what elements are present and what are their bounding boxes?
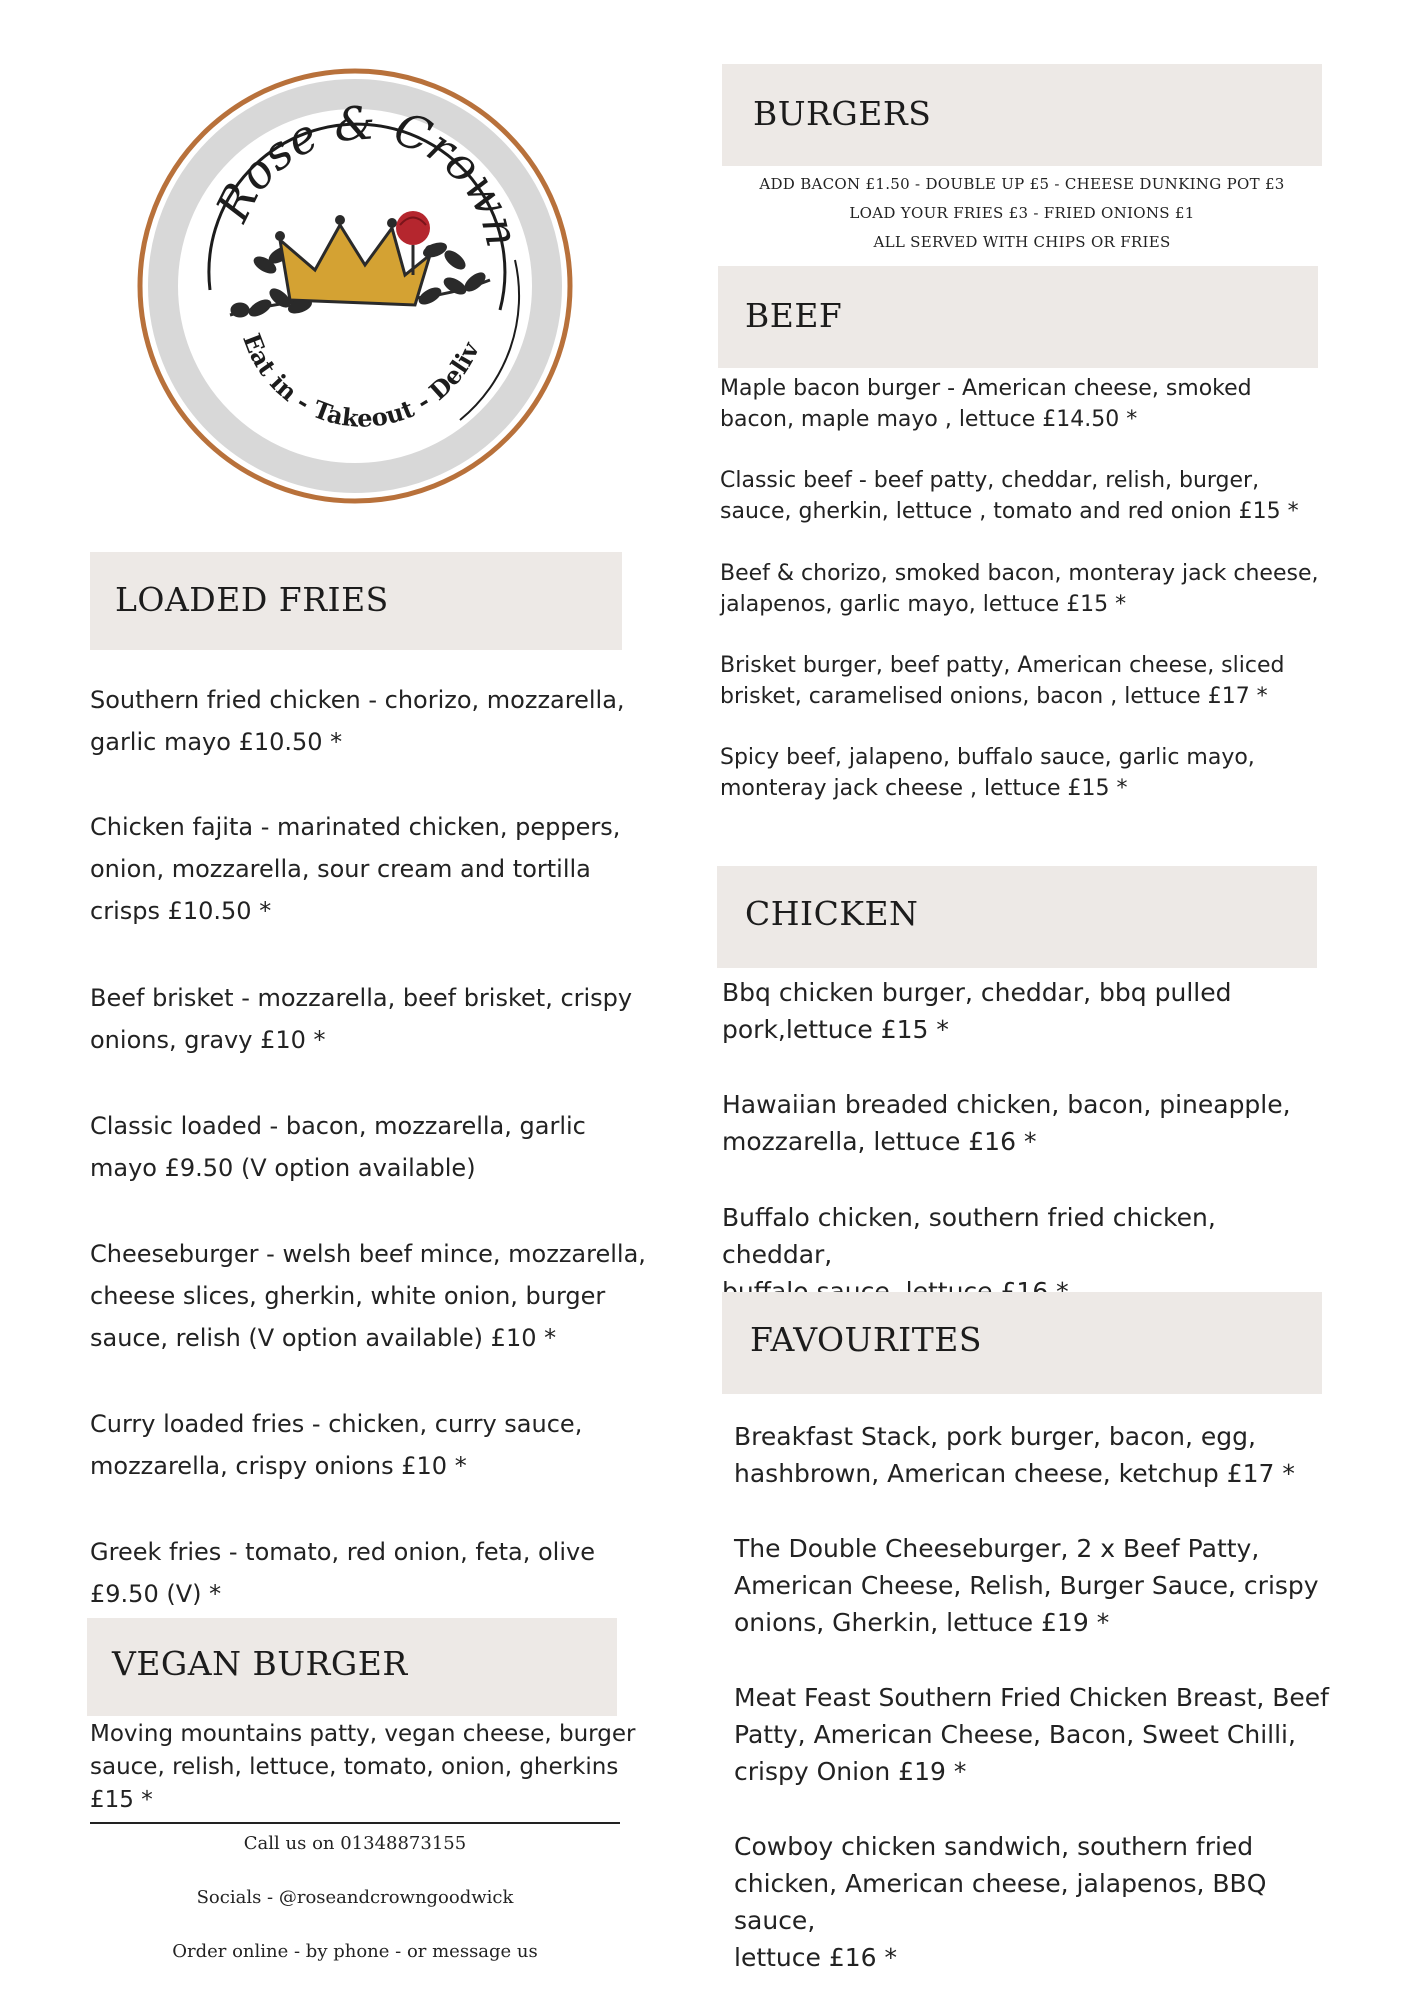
menu-item-line: Bbq chicken burger, cheddar, bbq pulled: [722, 978, 1232, 1007]
menu-item: [720, 373, 1320, 435]
menu-item-line: Greek fries - tomato, red onion, feta, olive: [90, 1538, 595, 1566]
menu-item-line: Hawaiian breaded chicken, bacon, pineapple,: [722, 1090, 1291, 1119]
menu-item: [734, 1418, 1334, 1492]
beef-title: BEEF: [745, 296, 843, 335]
footer-socials: Socials - @roseandcrowngoodwick: [196, 1887, 514, 1908]
menu-item: [734, 1679, 1334, 1790]
menu-item-line: Spicy beef, jalapeno, buffalo sauce, garlic mayo,: [720, 745, 1255, 770]
menu-item: [720, 742, 1320, 804]
menu-item-line: chicken, American cheese, jalapenos, BBQ sauce,: [734, 1869, 1267, 1935]
favourites-title: FAVOURITES: [750, 1320, 982, 1359]
menu-item-line: mozzarella, crispy onions £10 *: [90, 1452, 467, 1480]
menu-item-line: Chicken fajita - marinated chicken, peppers,: [90, 813, 621, 841]
menu-item: [722, 974, 1322, 1048]
menu-item: [90, 1105, 650, 1189]
logo-name-text: Rose & Crown: [205, 95, 531, 252]
menu-item-line: onion, mozzarella, sour cream and tortilla: [90, 855, 591, 883]
menu-item-line: Classic beef - beef patty, cheddar, relish, burger,: [720, 468, 1260, 493]
menu-item: [90, 1531, 650, 1615]
menu-item-line: bacon, maple mayo , lettuce £14.50 *: [720, 407, 1138, 432]
menu-item: [90, 1233, 650, 1359]
burgers-note: ADD BACON £1.50 - DOUBLE UP £5 - CHEESE DUNKING POT £3: [759, 175, 1285, 193]
menu-item-line: sauce, gherkin, lettuce , tomato and red onion £15 *: [720, 499, 1299, 524]
menu-item-line: Classic loaded - bacon, mozzarella, garlic: [90, 1112, 586, 1140]
rose-and-crown-logo-graphic: [130, 60, 580, 510]
vegan-burger-title: VEGAN BURGER: [112, 1644, 408, 1683]
footer-order: Order online - by phone - or message us: [172, 1941, 538, 1962]
logo-tagline-text: Eat in - Takeout - Deliv: [237, 329, 485, 433]
menu-item-line: sauce, relish (V option available) £10 *: [90, 1324, 557, 1352]
vegan-line: £15 *: [90, 1787, 153, 1813]
vegan-line: Moving mountains patty, vegan cheese, burger: [90, 1721, 636, 1747]
menu-item-line: Southern fried chicken - chorizo, mozzarella,: [90, 686, 625, 714]
menu-item-line: Meat Feast Southern Fried Chicken Breast, Beef: [734, 1683, 1329, 1712]
footer-phone: Call us on 01348873155: [243, 1833, 467, 1854]
menu-item-line: onions, gravy £10 *: [90, 1026, 326, 1054]
menu-item-line: mozzarella, lettuce £16 *: [722, 1127, 1037, 1156]
menu-item: [90, 977, 650, 1061]
menu-item-line: Patty, American Cheese, Bacon, Sweet Chilli,: [734, 1720, 1296, 1749]
burgers-note: LOAD YOUR FRIES £3 - FRIED ONIONS £1: [849, 204, 1195, 222]
menu-item-line: American Cheese, Relish, Burger Sauce, crispy: [734, 1571, 1319, 1600]
footer-divider: [90, 1822, 620, 1824]
loaded-fries-title: LOADED FRIES: [115, 580, 389, 619]
menu-item-line: £9.50 (V) *: [90, 1580, 222, 1608]
burgers-note: ALL SERVED WITH CHIPS OR FRIES: [873, 233, 1171, 251]
menu-item-line: Maple bacon burger - American cheese, smoked: [720, 376, 1252, 401]
menu-item-line: brisket, caramelised onions, bacon , lettuce £17 *: [720, 684, 1268, 709]
chicken-title: CHICKEN: [745, 894, 919, 933]
menu-item-line: crispy Onion £19 *: [734, 1757, 967, 1786]
burgers-title: BURGERS: [753, 94, 932, 133]
menu-item-line: Breakfast Stack, pork burger, bacon, egg,: [734, 1422, 1256, 1451]
menu-item-line: mayo £9.50 (V option available): [90, 1154, 476, 1182]
menu-item-line: onions, Gherkin, lettuce £19 *: [734, 1608, 1110, 1637]
menu-item: [722, 1086, 1322, 1160]
menu-item-line: Curry loaded fries - chicken, curry sauce,: [90, 1410, 583, 1438]
menu-item-line: cheese slices, gherkin, white onion, burger: [90, 1282, 606, 1310]
menu-item: [734, 1530, 1334, 1641]
menu-item-line: pork,lettuce £15 *: [722, 1015, 949, 1044]
menu-item-line: crisps £10.50 *: [90, 897, 272, 925]
menu-item-line: Cowboy chicken sandwich, southern fried: [734, 1832, 1254, 1861]
burgers-notes: [712, 170, 1332, 257]
menu-item: [90, 679, 650, 763]
vegan-line: sauce, relish, lettuce, tomato, onion, gherkins: [90, 1754, 619, 1780]
menu-item-line: lettuce £16 *: [734, 1943, 898, 1972]
menu-item-line: monteray jack cheese , lettuce £15 *: [720, 776, 1128, 801]
menu-item-line: garlic mayo £10.50 *: [90, 728, 343, 756]
menu-item-line: Beef & chorizo, smoked bacon, monteray jack cheese,: [720, 561, 1319, 586]
menu-item: [720, 465, 1320, 527]
menu-item: [90, 1403, 650, 1487]
menu-item-line: Brisket burger, beef patty, American cheese, sliced: [720, 653, 1285, 678]
menu-item-line: Beef brisket - mozzarella, beef brisket, crispy: [90, 984, 633, 1012]
menu-item-line: jalapenos, garlic mayo, lettuce £15 *: [720, 592, 1127, 617]
menu-item: [720, 650, 1320, 712]
menu-item-line: The Double Cheeseburger, 2 x Beef Patty,: [734, 1534, 1260, 1563]
menu-item-line: Buffalo chicken, southern fried chicken, cheddar,: [722, 1203, 1216, 1269]
menu-item: [720, 558, 1320, 620]
menu-item: [734, 1828, 1334, 1976]
menu-item-line: Cheeseburger - welsh beef mince, mozzarella,: [90, 1240, 646, 1268]
menu-item-line: hashbrown, American cheese, ketchup £17 *: [734, 1459, 1295, 1488]
vegan-burger-description: [90, 1718, 650, 1817]
menu-item: [90, 806, 650, 932]
logo: [130, 60, 580, 510]
